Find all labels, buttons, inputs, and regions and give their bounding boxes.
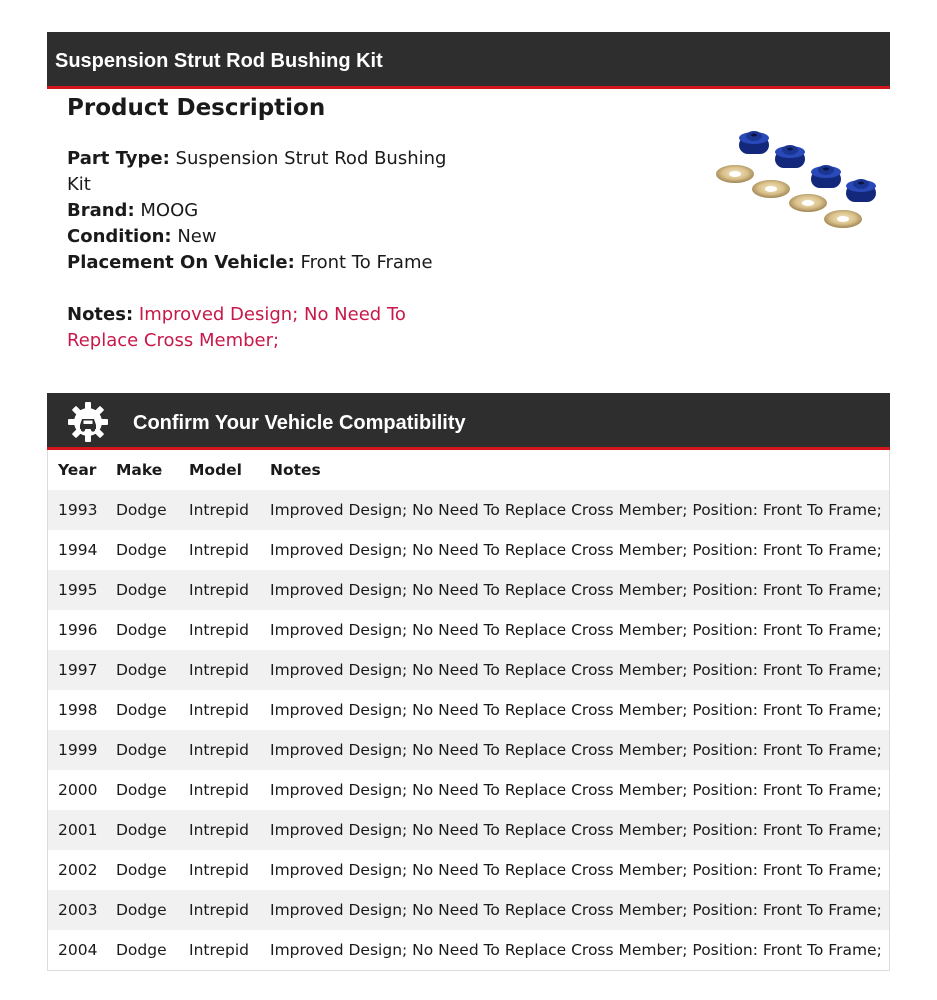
cell-year: 2000 xyxy=(58,781,98,799)
cell-model: Intrepid xyxy=(189,701,250,719)
cell-notes: Improved Design; No Need To Replace Cross Member; Position: Front To Frame; xyxy=(270,541,882,559)
notes-label: Notes: xyxy=(67,304,134,325)
cell-notes: Improved Design; No Need To Replace Cross Member; Position: Front To Frame; xyxy=(270,781,882,799)
cell-year: 1993 xyxy=(58,501,98,519)
column-header-notes: Notes xyxy=(270,461,321,479)
column-header-model: Model xyxy=(189,461,242,479)
table-body xyxy=(48,490,889,970)
cell-year: 2001 xyxy=(58,821,98,839)
table-row xyxy=(48,730,889,770)
description-heading: Product Description xyxy=(67,95,326,121)
cell-year: 1995 xyxy=(58,581,98,599)
table-row xyxy=(48,570,889,610)
brand-value: MOOG xyxy=(140,200,199,221)
cell-make: Dodge xyxy=(116,821,167,839)
cell-model: Intrepid xyxy=(189,581,250,599)
table-row xyxy=(48,850,889,890)
cell-model: Intrepid xyxy=(189,821,250,839)
cell-notes: Improved Design; No Need To Replace Cross Member; Position: Front To Frame; xyxy=(270,701,882,719)
table-row xyxy=(48,930,889,970)
product-title-bar xyxy=(47,32,890,89)
cell-notes: Improved Design; No Need To Replace Cross Member; Position: Front To Frame; xyxy=(270,941,882,959)
cell-year: 2004 xyxy=(58,941,98,959)
bushing-4 xyxy=(846,179,876,202)
cell-make: Dodge xyxy=(116,901,167,919)
cell-model: Intrepid xyxy=(189,741,250,759)
part-type-row xyxy=(67,146,447,198)
table-row xyxy=(48,890,889,930)
compatibility-header xyxy=(47,393,890,450)
cell-year: 1996 xyxy=(58,621,98,639)
cell-make: Dodge xyxy=(116,581,167,599)
cell-notes: Improved Design; No Need To Replace Cross Member; Position: Front To Frame; xyxy=(270,661,882,679)
cell-make: Dodge xyxy=(116,941,167,959)
cell-notes: Improved Design; No Need To Replace Cross Member; Position: Front To Frame; xyxy=(270,861,882,879)
table-row xyxy=(48,770,889,810)
cell-year: 2002 xyxy=(58,861,98,879)
product-image xyxy=(712,126,892,236)
cell-notes: Improved Design; No Need To Replace Cross Member; Position: Front To Frame; xyxy=(270,741,882,759)
cell-model: Intrepid xyxy=(189,541,250,559)
cell-make: Dodge xyxy=(116,861,167,879)
washer-4 xyxy=(824,210,862,228)
cell-make: Dodge xyxy=(116,781,167,799)
cell-make: Dodge xyxy=(116,701,167,719)
part-type-label: Part Type: xyxy=(67,148,170,169)
compatibility-title: Confirm Your Vehicle Compatibility xyxy=(133,412,466,434)
cell-make: Dodge xyxy=(116,621,167,639)
bushing-1 xyxy=(739,131,769,154)
table-row xyxy=(48,610,889,650)
compatibility-table xyxy=(47,450,890,971)
cell-notes: Improved Design; No Need To Replace Cross Member; Position: Front To Frame; xyxy=(270,581,882,599)
condition-row xyxy=(67,224,447,250)
gear-car-icon xyxy=(67,401,109,443)
washer-3 xyxy=(789,194,827,212)
table-row xyxy=(48,530,889,570)
bushing-2 xyxy=(775,145,805,168)
placement-label: Placement On Vehicle: xyxy=(67,252,295,273)
column-header-year: Year xyxy=(58,461,97,479)
cell-make: Dodge xyxy=(116,501,167,519)
cell-year: 1997 xyxy=(58,661,98,679)
cell-make: Dodge xyxy=(116,741,167,759)
cell-make: Dodge xyxy=(116,661,167,679)
bushing-3 xyxy=(811,165,841,188)
cell-year: 1998 xyxy=(58,701,98,719)
table-row xyxy=(48,650,889,690)
washer-1 xyxy=(716,165,754,183)
cell-model: Intrepid xyxy=(189,861,250,879)
table-row xyxy=(48,810,889,850)
cell-notes: Improved Design; No Need To Replace Cross Member; Position: Front To Frame; xyxy=(270,821,882,839)
table-row xyxy=(48,490,889,530)
part-type-value: Suspension Strut Rod Bushing Kit xyxy=(67,148,447,195)
cell-model: Intrepid xyxy=(189,941,250,959)
cell-year: 1994 xyxy=(58,541,98,559)
cell-model: Intrepid xyxy=(189,901,250,919)
cell-model: Intrepid xyxy=(189,621,250,639)
cell-notes: Improved Design; No Need To Replace Cross Member; Position: Front To Frame; xyxy=(270,501,882,519)
table-row xyxy=(48,690,889,730)
cell-year: 2003 xyxy=(58,901,98,919)
cell-notes: Improved Design; No Need To Replace Cross Member; Position: Front To Frame; xyxy=(270,621,882,639)
cell-year: 1999 xyxy=(58,741,98,759)
condition-label: Condition: xyxy=(67,226,172,247)
product-description xyxy=(67,146,447,354)
column-header-make: Make xyxy=(116,461,163,479)
table-header-row xyxy=(48,450,889,490)
washer-2 xyxy=(752,180,790,198)
placement-row xyxy=(67,250,447,276)
cell-notes: Improved Design; No Need To Replace Cross Member; Position: Front To Frame; xyxy=(270,901,882,919)
cell-model: Intrepid xyxy=(189,501,250,519)
cell-make: Dodge xyxy=(116,541,167,559)
brand-label: Brand: xyxy=(67,200,135,221)
notes-value: Improved Design; No Need To Replace Cross Member; xyxy=(67,304,406,351)
cell-model: Intrepid xyxy=(189,781,250,799)
product-title: Suspension Strut Rod Bushing Kit xyxy=(55,50,383,72)
placement-value: Front To Frame xyxy=(300,252,433,273)
condition-value: New xyxy=(177,226,217,247)
brand-row xyxy=(67,198,447,224)
cell-model: Intrepid xyxy=(189,661,250,679)
notes-row xyxy=(67,302,447,354)
